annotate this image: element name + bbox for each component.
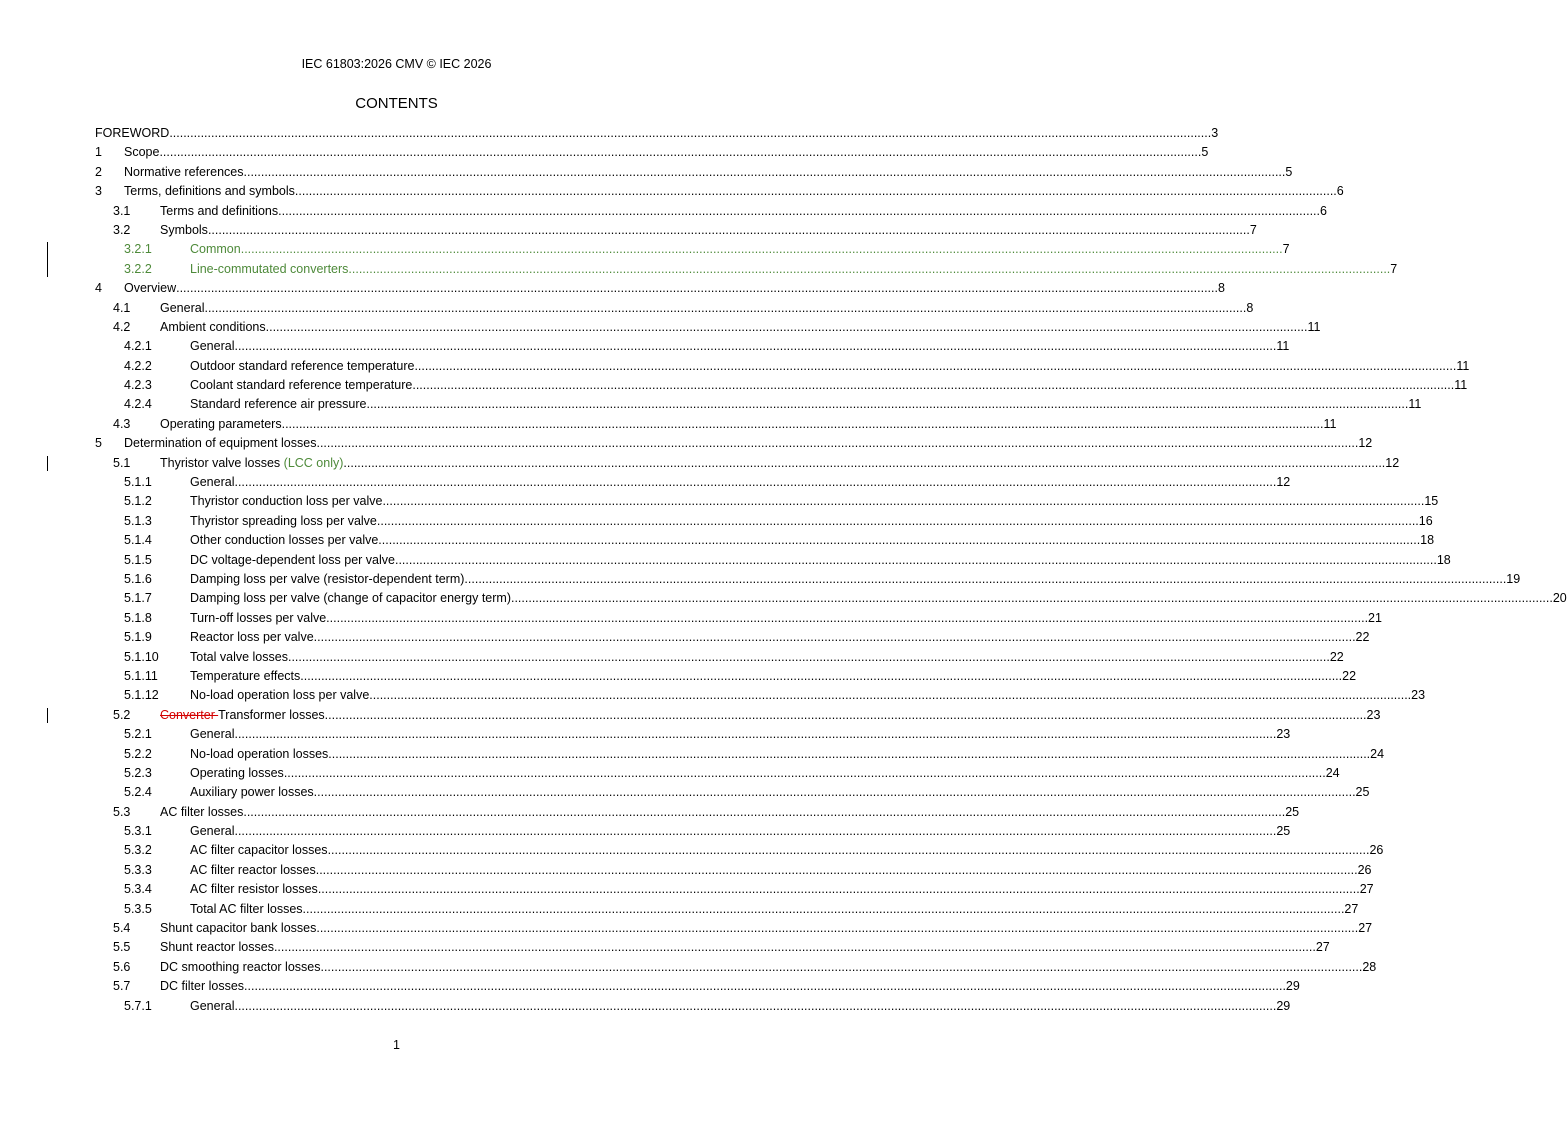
dot-leader: ............................................................................................................................................................................................................................................................................................................ [464,571,1507,586]
toc-entry-page: 24 [1370,746,1385,761]
toc-entry-number: 5.3.3 [124,862,152,877]
toc-entry[interactable] [0,318,1321,337]
toc-entry[interactable] [0,686,1426,705]
inserted-text: (LCC only) [280,455,344,470]
toc-entry-page: 12 [1385,455,1400,470]
toc-entry-text: Normative references [124,164,244,179]
toc-entry-text: General [160,300,205,315]
table-of-contents [0,124,1567,1016]
dot-leader: ............................................................................................................................................................................................................................................................................................................ [382,494,1425,509]
dot-leader: ............................................................................................................................................................................................................................................................................................................ [313,630,1356,645]
dot-leader: ............................................................................................................................................................................................................................................................................................................ [300,668,1343,683]
dot-leader: ............................................................................................................................................................................................................................................................................................................ [169,126,1212,140]
toc-entry-number: 5.1.12 [124,688,159,703]
toc-entry-title [160,299,204,318]
toc-entry-title [160,318,266,337]
dot-leader: ............................................................................................................................................................................................................................................................................................................ [243,164,1286,179]
toc-entry-page: 15 [1424,494,1439,509]
toc-entry[interactable] [0,260,1398,279]
toc-entry-text: Operating losses [190,765,284,780]
dot-leader: ............................................................................................................................................................................................................................................................................................................ [412,378,1455,393]
toc-entry-text: Standard reference air pressure [190,397,367,412]
dot-leader: ............................................................................................................................................................................................................................................................................................................ [204,300,1247,315]
toc-entry-text: AC filter reactor losses [190,862,316,877]
toc-entry[interactable] [0,531,1435,550]
toc-entry[interactable] [0,202,1327,221]
toc-entry-title [190,492,382,511]
toc-entry-page: 27 [1358,921,1373,936]
toc-entry-text: Terms and definitions [160,203,279,218]
dot-leader: ............................................................................................................................................................................................................................................................................................................ [240,242,1283,257]
toc-entry[interactable] [0,512,1433,531]
toc-entry-page: 25 [1355,785,1370,800]
toc-entry[interactable] [0,376,1468,395]
toc-entry[interactable] [0,609,1382,628]
toc-entry-number: 1 [95,145,102,160]
toc-entry[interactable] [0,182,1344,201]
toc-entry-text: Symbols [160,222,208,237]
toc-entry-title [160,977,244,996]
dot-leader: ............................................................................................................................................................................................................................................................................................................ [510,591,1553,606]
toc-entry-page: 5 [1201,145,1209,160]
toc-entry-page: 27 [1359,882,1374,897]
toc-entry-page: 25 [1276,824,1291,839]
toc-entry[interactable] [0,473,1291,492]
toc-entry-text: Other conduction losses per valve [190,533,379,548]
toc-entry-text: Total valve losses [190,649,288,664]
toc-entry[interactable] [0,706,1381,725]
toc-entry-number: 3.2.1 [124,242,152,257]
toc-entry-page: 18 [1436,552,1451,567]
toc-entry-title [190,357,414,376]
toc-entry-title [190,395,366,414]
toc-entry-page: 20 [1552,591,1567,606]
toc-entry-page: 19 [1506,571,1521,586]
toc-entry-title [190,841,328,860]
toc-entry-title [190,551,395,570]
toc-entry-page: 22 [1329,649,1344,664]
toc-entry-page: 7 [1390,261,1398,276]
toc-entry-title [190,337,234,356]
toc-entry-title [190,531,378,550]
toc-entry-text: Terms, definitions and symbols [124,184,295,199]
toc-entry-text: Coolant standard reference temperature [190,378,413,393]
toc-entry-text: No-load operation loss per valve [190,688,370,703]
toc-entry[interactable] [0,454,1400,473]
toc-entry-page: 28 [1362,959,1377,974]
dot-leader: ............................................................................................................................................................................................................................................................................................................ [324,707,1367,722]
toc-entry[interactable] [0,803,1300,822]
toc-entry-page: 22 [1342,668,1357,683]
toc-entry-page: 29 [1285,979,1300,994]
toc-entry-page: 8 [1217,281,1225,296]
toc-entry-page: 26 [1369,843,1384,858]
dot-leader: ............................................................................................................................................................................................................................................................................................................ [265,319,1308,334]
toc-entry-number: 5.7 [113,979,131,994]
toc-entry-number: 5.1.7 [124,591,152,606]
toc-entry-title [190,570,464,589]
dot-leader: ............................................................................................................................................................................................................................................................................................................ [317,882,1360,897]
toc-entry-number: 5.3.4 [124,882,152,897]
dot-leader: ............................................................................................................................................................................................................................................................................................................ [313,785,1356,800]
toc-entry-page: 11 [1456,358,1470,373]
dot-leader: ............................................................................................................................................................................................................................................................................................................ [320,959,1363,974]
dot-leader: ............................................................................................................................................................................................................................................................................................................ [234,475,1277,490]
change-bar [47,456,48,471]
toc-entry-page: 26 [1357,862,1372,877]
toc-entry-number: 5.1.1 [124,475,152,490]
toc-entry-page: 21 [1368,610,1382,625]
toc-entry[interactable] [0,570,1521,589]
toc-entry-number: 5 [95,436,102,451]
toc-entry-title [190,240,241,259]
toc-entry[interactable] [0,938,1330,957]
toc-entry-number: 3 [95,184,102,199]
toc-entry-title [190,473,234,492]
toc-entry-number: 2 [95,164,102,179]
toc-entry-number: 5.2.3 [124,765,152,780]
toc-entry-title [190,880,318,899]
toc-entry-page: 7 [1249,222,1257,237]
toc-entry-number: 5.5 [113,940,131,955]
toc-entry-text: DC filter losses [160,979,245,994]
dot-leader: ............................................................................................................................................................................................................................................................................................................ [294,184,1337,199]
toc-entry[interactable] [0,900,1359,919]
toc-entry-title [190,822,234,841]
dot-leader: ............................................................................................................................................................................................................................................................................................................ [243,804,1286,819]
page-number: 1 [393,1038,400,1052]
toc-entry-number: 5.1.10 [124,649,159,664]
toc-entry-title [190,628,314,647]
toc-entry-text: Shunt reactor losses [160,940,274,955]
dot-leader: ............................................................................................................................................................................................................................................................................................................ [207,222,1250,237]
toc-entry-title [190,376,412,395]
toc-entry-number: 5.2.2 [124,746,152,761]
toc-entry-number: 5.1.6 [124,571,152,586]
toc-entry-text: DC smoothing reactor losses [160,959,321,974]
dot-leader: ............................................................................................................................................................................................................................................................................................................ [281,416,1324,431]
toc-entry-text: Transformer losses [218,707,325,722]
toc-entry-page: 11 [1323,416,1337,431]
toc-entry-page: 12 [1276,475,1291,490]
toc-entry-text: DC voltage-dependent loss per valve [190,552,395,567]
toc-entry-title [124,163,244,182]
toc-entry-title [190,589,511,608]
toc-entry[interactable] [0,415,1337,434]
toc-entry-page: 11 [1276,339,1290,354]
toc-entry[interactable] [0,977,1300,996]
toc-entry-title [160,415,282,434]
toc-entry-text: Turn-off losses per valve [190,610,327,625]
toc-entry-text: Thyristor valve losses [160,455,281,470]
toc-entry[interactable] [0,551,1451,570]
toc-entry-text: AC filter losses [160,804,244,819]
toc-entry-title [190,725,234,744]
toc-entry-title [160,919,316,938]
dot-leader: ............................................................................................................................................................................................................................................................................................................ [328,746,1371,761]
toc-entry-number: 4.2 [113,319,131,334]
toc-entry-text: General [190,727,235,742]
toc-entry-page: 25 [1285,804,1300,819]
toc-entry[interactable] [0,764,1340,783]
toc-entry[interactable] [0,628,1370,647]
toc-entry-page: 29 [1276,998,1291,1013]
toc-entry-number: 4.2.3 [124,378,152,393]
toc-entry-text: Determination of equipment losses [124,436,317,451]
toc-entry-page: 18 [1420,533,1435,548]
toc-entry-text: Line-commutated converters [190,261,349,276]
dot-leader: ............................................................................................................................................................................................................................................................................................................ [234,824,1277,839]
toc-entry-number: 5.2.4 [124,785,152,800]
toc-entry-title [124,182,295,201]
toc-entry-title [190,609,326,628]
toc-entry-page: 6 [1320,203,1327,218]
dot-leader: ............................................................................................................................................................................................................................................................................................................ [327,843,1370,858]
toc-entry-page: 5 [1285,164,1293,179]
toc-entry[interactable] [0,667,1357,686]
toc-entry-title [160,221,208,240]
toc-entry-title [190,512,377,531]
dot-leader: ............................................................................................................................................................................................................................................................................................................ [234,339,1277,354]
toc-entry-number: 4.1 [113,300,131,315]
toc-entry-page: 7 [1282,242,1290,257]
toc-entry-number: 5.2.1 [124,727,152,742]
toc-entry-number: 5.1.2 [124,494,152,509]
dot-leader: ............................................................................................................................................................................................................................................................................................................ [278,203,1320,218]
toc-entry-text: AC filter resistor losses [190,882,318,897]
toc-entry-title [190,783,314,802]
dot-leader: ............................................................................................................................................................................................................................................................................................................ [302,901,1345,916]
toc-entry-text: Common [190,242,241,257]
toc-entry-number: 3.2.2 [124,261,152,276]
toc-entry-text: General [190,824,235,839]
toc-entry-title [190,260,348,279]
toc-entry-number: 5.1.11 [124,668,158,683]
toc-entry[interactable] [0,745,1385,764]
dot-leader: ............................................................................................................................................................................................................................................................................................................ [315,862,1358,877]
dot-leader: ............................................................................................................................................................................................................................................................................................................ [283,765,1326,780]
toc-entry-page: 6 [1336,184,1344,199]
dot-leader: ............................................................................................................................................................................................................................................................................................................ [316,436,1359,451]
toc-entry[interactable] [0,143,1209,162]
toc-entry-text: Operating parameters [160,416,282,431]
toc-entry-title [190,861,316,880]
toc-entry-number: 5.1.4 [124,533,152,548]
toc-entry-title [190,686,369,705]
toc-entry[interactable] [0,880,1374,899]
toc-entry[interactable] [0,124,1219,143]
toc-entry[interactable] [0,841,1384,860]
toc-entry[interactable] [0,240,1290,259]
toc-entry-text: Shunt capacitor bank losses [160,921,317,936]
toc-entry-title [160,202,278,221]
dot-leader: ............................................................................................................................................................................................................................................................................................................ [287,649,1330,664]
toc-entry-title [190,745,328,764]
dot-leader: ............................................................................................................................................................................................................................................................................................................ [394,552,1437,567]
toc-entry-title [160,938,274,957]
toc-entry[interactable] [0,822,1291,841]
toc-entry-number: 3.2 [113,222,131,237]
toc-entry[interactable] [0,958,1377,977]
toc-entry-text: FOREWORD [95,126,170,140]
toc-entry-text: No-load operation losses [190,746,329,761]
toc-entry-title [124,143,159,162]
toc-entry[interactable] [0,997,1291,1016]
toc-entry-page: 8 [1246,300,1254,315]
dot-leader: ............................................................................................................................................................................................................................................................................................................ [366,397,1409,412]
page-title: CONTENTS [355,95,438,112]
toc-entry[interactable] [0,783,1370,802]
toc-entry-number: 5.1.8 [124,610,152,625]
dot-leader: ............................................................................................................................................................................................................................................................................................................ [348,261,1391,276]
toc-entry[interactable] [0,492,1439,511]
toc-entry-text: Damping loss per valve (resistor-dependent term) [190,571,465,586]
toc-entry-text: Thyristor conduction loss per valve [190,494,383,509]
dot-leader: ............................................................................................................................................................................................................................................................................................................ [234,727,1277,742]
toc-entry[interactable] [0,299,1254,318]
toc-entry-text: Thyristor spreading loss per valve [190,513,377,528]
dot-leader: ............................................................................................................................................................................................................................................................................................................ [414,358,1457,373]
toc-entry-number: 5.1.5 [124,552,152,567]
toc-entry[interactable] [0,279,1225,298]
toc-entry-page: 27 [1344,901,1359,916]
toc-entry-title [124,434,316,453]
dot-leader: ............................................................................................................................................................................................................................................................................................................ [159,145,1202,160]
toc-entry-title [160,454,343,473]
toc-entry-text: Total AC filter losses [190,901,303,916]
toc-entry-number: 5.6 [113,959,131,974]
change-bar [47,242,48,277]
document-header: IEC 61803:2026 CMV © IEC 2026 [301,57,492,71]
toc-entry-text: Auxiliary power losses [190,785,314,800]
toc-entry[interactable] [0,589,1567,608]
toc-entry-text: Outdoor standard reference temperature [190,358,415,373]
toc-entry-page: 24 [1325,765,1340,780]
toc-entry-number: 5.3.5 [124,901,152,916]
dot-leader: ............................................................................................................................................................................................................................................................................................................ [369,688,1412,703]
dot-leader: ............................................................................................................................................................................................................................................................................................................ [273,940,1316,955]
toc-entry-text: Damping loss per valve (change of capacitor energy term) [190,591,511,606]
dot-leader: ............................................................................................................................................................................................................................................................................................................ [326,610,1369,625]
toc-entry-number: 5.1.3 [124,513,152,528]
toc-entry[interactable] [0,357,1470,376]
toc-entry-text: Scope [124,145,160,160]
toc-entry[interactable] [0,919,1373,938]
toc-entry-text: Ambient conditions [160,319,266,334]
toc-entry-title [190,764,284,783]
toc-entry-title [160,706,325,725]
toc-entry-number: 5.2 [113,707,131,722]
toc-entry-title [190,648,288,667]
dot-leader: ............................................................................................................................................................................................................................................................................................................ [343,455,1386,470]
toc-entry[interactable] [0,861,1372,880]
toc-entry[interactable] [0,163,1293,182]
toc-entry-page: 23 [1276,727,1291,742]
toc-entry-text: General [190,339,235,354]
toc-entry-title [95,124,169,143]
toc-entry-title [190,997,234,1016]
toc-entry-page: 23 [1411,688,1426,703]
toc-entry-number: 3.1 [113,203,131,218]
toc-entry-page: 11 [1307,319,1321,334]
change-bar [47,708,48,723]
toc-entry-number: 4.3 [113,416,131,431]
toc-entry-text: General [190,998,235,1013]
toc-entry[interactable] [0,725,1291,744]
toc-entry-page: 11 [1454,378,1468,393]
dot-leader: ............................................................................................................................................................................................................................................................................................................ [376,513,1419,528]
toc-entry-text: General [190,475,235,490]
dot-leader: ............................................................................................................................................................................................................................................................................................................ [176,281,1218,296]
toc-entry-number: 4.2.4 [124,397,152,412]
toc-entry[interactable] [0,395,1422,414]
toc-entry-text: Temperature effects [190,668,301,683]
toc-entry-page: 12 [1358,436,1373,451]
toc-entry[interactable] [0,648,1344,667]
toc-entry-page: 11 [1408,397,1422,412]
toc-entry-number: 5.3 [113,804,131,819]
toc-entry-number: 5.3.1 [124,824,152,839]
toc-entry[interactable] [0,434,1373,453]
toc-entry-page: 23 [1366,707,1381,722]
dot-leader: ............................................................................................................................................................................................................................................................................................................ [316,921,1359,936]
toc-entry-text: Overview [124,281,177,296]
dot-leader: ............................................................................................................................................................................................................................................................................................................ [378,533,1421,548]
toc-entry-title [160,958,320,977]
toc-entry-text: AC filter capacitor losses [190,843,328,858]
toc-entry-text: Reactor loss per valve [190,630,314,645]
toc-entry-number: 4.2.2 [124,358,152,373]
toc-entry-number: 5.7.1 [124,998,152,1013]
toc-entry-number: 5.3.2 [124,843,152,858]
dot-leader: ............................................................................................................................................................................................................................................................................................................ [244,979,1286,994]
deleted-text: Converter [160,707,219,722]
toc-entry-number: 5.4 [113,921,131,936]
toc-entry-number: 4.2.1 [124,339,152,354]
toc-entry-title [124,279,176,298]
toc-entry-page: 3 [1211,126,1219,140]
toc-entry-page: 22 [1355,630,1370,645]
toc-entry-number: 5.1.9 [124,630,152,645]
toc-entry-page: 27 [1315,940,1330,955]
toc-entry[interactable] [0,337,1290,356]
toc-entry-title [160,803,243,822]
toc-entry-page: 16 [1418,513,1433,528]
toc-entry-title [190,900,303,919]
dot-leader: ............................................................................................................................................................................................................................................................................................................ [234,998,1277,1013]
toc-entry-number: 4 [95,281,102,296]
toc-entry[interactable] [0,221,1257,240]
toc-entry-title [190,667,300,686]
toc-entry-number: 5.1 [113,455,131,470]
